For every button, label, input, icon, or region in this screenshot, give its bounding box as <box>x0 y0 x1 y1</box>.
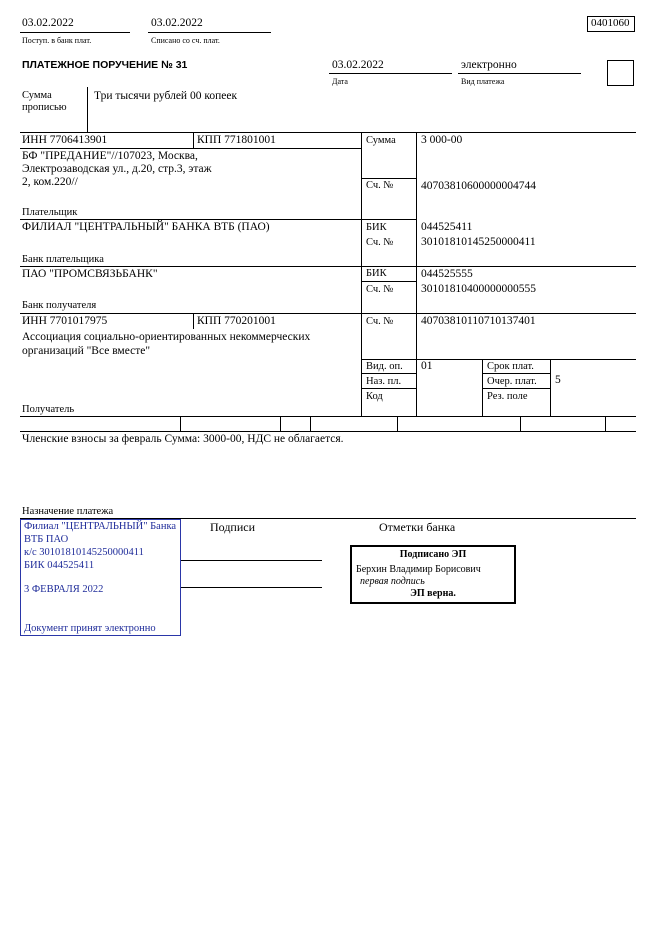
recipient-account-label: Сч. № <box>366 316 394 327</box>
e-signature-title: Подписано ЭП <box>399 549 467 560</box>
divider <box>20 148 361 149</box>
recipient-name-2: организаций "Все вместе" <box>22 345 151 357</box>
divider <box>361 178 416 179</box>
stamp-accepted: Документ принят электронно <box>24 623 156 634</box>
priority-value: 5 <box>555 374 561 386</box>
recipient-bank-label: Банк получателя <box>22 300 97 311</box>
divider <box>361 388 416 389</box>
e-signature-box <box>350 545 516 604</box>
form-code: 0401060 <box>591 17 630 29</box>
divider <box>482 359 483 416</box>
amount-words: Три тысячи рублей 00 копеек <box>94 90 238 102</box>
document-date: 03.02.2022 <box>332 59 384 71</box>
reserve-label: Рез. поле <box>487 391 528 402</box>
recipient-name-1: Ассоциация социально-ориентированных некоммерческих <box>22 331 311 343</box>
stamp-bank-name: Филиал "ЦЕНТРАЛЬНЫЙ" Банка <box>24 521 177 532</box>
recipient-label: Получатель <box>22 404 75 415</box>
code-label: Код <box>366 391 383 402</box>
e-signature-verified: ЭП верна. <box>410 588 456 599</box>
recipient-kpp: КПП 770201001 <box>197 315 276 327</box>
divider <box>20 32 130 33</box>
recipient-bank-name: ПАО "ПРОМСВЯЗЬБАНК" <box>22 268 158 280</box>
recipient-bik-label: БИК <box>366 268 387 279</box>
payment-type: электронно <box>461 59 517 71</box>
payer-inn: ИНН 7706413901 <box>22 134 108 146</box>
payer-name-1: БФ "ПРЕДАНИЕ"//107023, Москва, <box>22 150 198 162</box>
sum-value: 3 000-00 <box>421 134 463 146</box>
debited-label: Списано со сч. плат. <box>151 36 220 45</box>
recipient-inn: ИНН 7701017975 <box>22 315 108 327</box>
payment-purpose: Членские взносы за февраль Сумма: 3000-00, НДС не облагается. <box>22 433 344 445</box>
payer-name-3: 2, ком.220// <box>22 176 78 188</box>
divider <box>482 388 550 389</box>
divider <box>416 132 417 416</box>
stamp-bank-name-2: ВТБ ПАО <box>24 534 69 545</box>
recipient-bik: 044525555 <box>421 268 473 280</box>
priority-label: Очер. плат. <box>487 376 537 387</box>
divider <box>20 132 636 133</box>
divider <box>20 313 636 314</box>
divider <box>180 416 181 431</box>
signature-line <box>180 560 322 561</box>
divider <box>550 359 551 416</box>
stamp-correspondent-account: к/с 30101810145250000411 <box>24 547 144 558</box>
recipient-account: 40703810110710137401 <box>421 315 536 327</box>
divider <box>87 87 88 132</box>
payer-bank-name: ФИЛИАЛ "ЦЕНТРАЛЬНЫЙ" БАНКА ВТБ (ПАО) <box>22 221 270 233</box>
divider <box>329 73 452 74</box>
payer-bank-account: 30101810145250000411 <box>421 236 536 248</box>
signatures-label: Подписи <box>210 520 256 534</box>
signature-line <box>180 587 322 588</box>
payer-bank-account-label: Сч. № <box>366 237 394 248</box>
divider <box>310 416 311 431</box>
purpose-label: Назначение платежа <box>22 506 114 517</box>
op-type: 01 <box>421 360 433 372</box>
payer-label: Плательщик <box>22 207 78 218</box>
divider <box>193 313 194 329</box>
payer-bik: 044525411 <box>421 221 473 233</box>
divider <box>458 73 581 74</box>
amount-words-label-2: прописью <box>22 102 67 113</box>
divider <box>20 266 636 267</box>
payer-kpp: КПП 771801001 <box>197 134 276 146</box>
status-box <box>607 60 634 86</box>
purpose-code-label: Наз. пл. <box>366 376 402 387</box>
divider <box>20 219 416 220</box>
payer-bik-label: БИК <box>366 222 387 233</box>
payer-account-label: Сч. № <box>366 180 394 191</box>
divider <box>193 132 194 148</box>
date-label: Дата <box>332 77 348 86</box>
divider <box>361 132 362 416</box>
amount-words-label: Сумма <box>22 90 52 101</box>
stamp-bik: БИК 044525411 <box>24 560 95 571</box>
divider <box>520 416 521 431</box>
bank-stamp <box>20 519 181 636</box>
divider <box>605 416 606 431</box>
op-type-label: Вид. оп. <box>366 361 403 372</box>
e-signature-type: первая подпись <box>360 576 425 587</box>
divider <box>397 416 398 431</box>
payer-name-2: Электрозаводская ул., д.20, стр.3, этаж <box>22 163 212 175</box>
term-label: Срок плат. <box>487 361 534 372</box>
divider <box>361 359 636 360</box>
payment-type-label: Вид платежа <box>461 77 505 86</box>
recipient-bank-account: 30101810400000000555 <box>421 283 536 295</box>
divider <box>20 431 636 432</box>
sum-label: Сумма <box>366 135 396 146</box>
document-title: ПЛАТЕЖНОЕ ПОРУЧЕНИЕ № 31 <box>22 59 188 71</box>
divider <box>148 32 271 33</box>
received-date: 03.02.2022 <box>22 17 74 29</box>
bank-marks-label: Отметки банка <box>379 520 456 534</box>
stamp-date: 3 ФЕВРАЛЯ 2022 <box>24 584 104 595</box>
divider <box>20 416 636 417</box>
e-signature-signer: Берхин Владимир Борисович <box>356 564 481 575</box>
divider <box>361 281 416 282</box>
payer-bank-label: Банк плательщика <box>22 254 104 265</box>
received-label: Поступ. в банк плат. <box>22 36 92 45</box>
divider <box>482 373 550 374</box>
debited-date: 03.02.2022 <box>151 17 203 29</box>
recipient-bank-account-label: Сч. № <box>366 284 394 295</box>
payer-account: 40703810600000004744 <box>421 180 536 192</box>
divider <box>280 416 281 431</box>
divider <box>361 373 416 374</box>
